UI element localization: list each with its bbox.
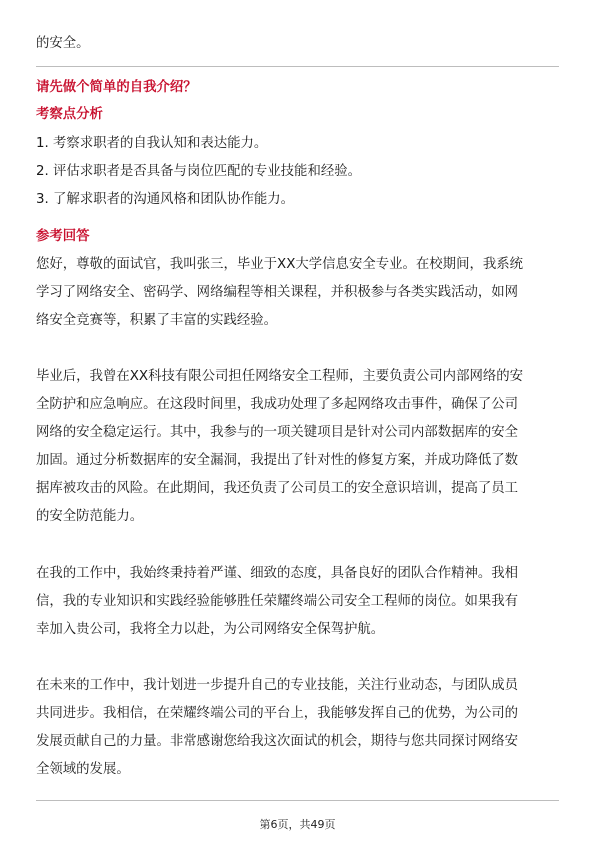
answer-p4-line-1: 在未来的工作中，我计划进一步提升自己的专业技能，关注行业动态，与团队成员 <box>36 678 519 693</box>
answer-p3-line-2: 信，我的专业知识和实践经验能够胜任荣耀终端公司安全工程师的岗位。如果我有 <box>36 594 519 609</box>
answer-p4-line-4: 全领域的发展。 <box>36 762 130 777</box>
answer-p3-line-1: 在我的工作中，我始终秉持着严谨、细致的态度，具备良好的团队合作精神。我相 <box>36 566 519 581</box>
answer-p2-line-3: 网络的安全稳定运行。其中，我参与的一项关键项目是针对公司内部数据库的安全 <box>36 425 519 440</box>
answer-p4-line-2: 共同进步。我相信，在荣耀终端公司的平台上，我能够发挥自己的优势，为公司的 <box>36 706 519 721</box>
answer-p2-line-6: 的安全防范能力。 <box>36 509 144 524</box>
answer-p1-line-1: 您好，尊敬的面试官，我叫张三，毕业于XX大学信息安全专业。在校期间，我系统 <box>36 257 524 272</box>
answer-p4-line-3: 发展贡献自己的力量。非常感谢您给我这次面试的机会，期待与您共同探讨网络安 <box>36 734 519 749</box>
answer-p1-line-3: 络安全竞赛等，积累了丰富的实践经验。 <box>36 313 278 328</box>
intro-tail-text: 的安全。 <box>36 36 90 51</box>
answer-p2-line-4: 加固。通过分析数据库的安全漏洞，我提出了针对性的修复方案，并成功降低了数 <box>36 453 519 468</box>
analysis-item-1: 1. 考察求职者的自我认知和表达能力。 <box>36 136 268 151</box>
analysis-item-2: 2. 评估求职者是否具备与岗位匹配的专业技能和经验。 <box>36 164 362 179</box>
answer-p2-line-2: 全防护和应急响应。在这段时间里，我成功处理了多起网络攻击事件，确保了公司 <box>36 397 519 412</box>
analysis-heading: 考察点分析 <box>36 107 103 122</box>
page-number: 第6页，共49页 <box>259 818 336 831</box>
question-title: 请先做个简单的自我介绍？ <box>36 80 197 95</box>
section-divider-top <box>36 66 559 67</box>
answer-p2-line-1: 毕业后，我曾在XX科技有限公司担任网络安全工程师，主要负责公司内部网络的安 <box>36 369 524 384</box>
footer-divider <box>36 800 559 801</box>
answer-heading: 参考回答 <box>36 229 90 244</box>
answer-p2-line-5: 据库被攻击的风险。在此期间，我还负责了公司员工的安全意识培训，提高了员工 <box>36 481 519 496</box>
answer-p1-line-2: 学习了网络安全、密码学、网络编程等相关课程，并积极参与各类实践活动，如网 <box>36 285 519 300</box>
analysis-item-3: 3. 了解求职者的沟通风格和团队协作能力。 <box>36 192 295 207</box>
answer-p3-line-3: 幸加入贵公司，我将全力以赴，为公司网络安全保驾护航。 <box>36 622 385 637</box>
